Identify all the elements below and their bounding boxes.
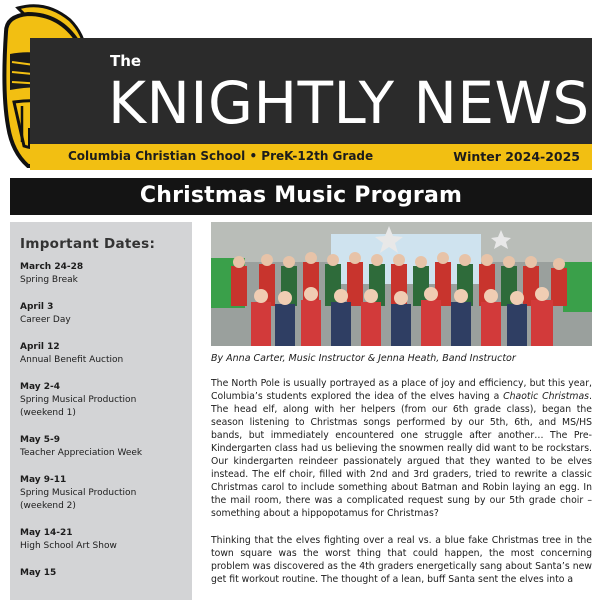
date-entry bbox=[20, 341, 192, 367]
event-label-line2: (weekend 2) bbox=[20, 501, 76, 511]
article-paragraph bbox=[211, 377, 592, 521]
date-entry bbox=[20, 474, 192, 513]
paragraph-text: The North Pole is usually portrayed as a place of joy and efficiency, but this year, Columbia’s students explored the idea of the elves having a bbox=[211, 378, 592, 403]
date-label: May 9-11 bbox=[20, 475, 67, 485]
event-label: Teacher Appreciation Week bbox=[20, 448, 143, 458]
event-label-line2: (weekend 1) bbox=[20, 408, 76, 418]
sidebar-heading: Important Dates: bbox=[20, 236, 156, 252]
emphasis-text: Chaotic Christmas bbox=[503, 391, 590, 403]
choir-photo bbox=[211, 222, 592, 346]
date-label: March 24-28 bbox=[20, 262, 84, 272]
event-label: Spring Musical Production bbox=[20, 395, 137, 405]
date-label: May 5-9 bbox=[20, 435, 61, 445]
newsletter-title: KNIGHTLY NEWS bbox=[108, 69, 590, 137]
date-entry bbox=[20, 301, 192, 327]
event-label: High School Art Show bbox=[20, 541, 117, 551]
event-label: Career Day bbox=[20, 315, 71, 325]
masthead-the: The bbox=[110, 52, 142, 70]
event-label: Annual Benefit Auction bbox=[20, 355, 124, 365]
date-entry bbox=[20, 261, 192, 287]
date-entry bbox=[20, 434, 192, 460]
school-name: Columbia Christian School • PreK-12th Grade bbox=[68, 149, 374, 163]
date-label: May 15 bbox=[20, 568, 57, 578]
paragraph-text: . The head elf, along with her helpers (from our 6th grade class), began the season listening to Christmas songs performed by our 5th, 6th, and MS/HS bands, but immediately encountered one struggle after another… The Pre-Kindergarten class had us believing the snowmen really did want to be rockstars. Our kindergarten reindeer passionately argued that they wanted to be elves instead. The elf choir, filled with 2nd and 3rd graders, tried to rewrite a classic Christmas carol to include something about Batman and Robin laying an egg. In the mail room, there was a complicated request sung by our 5th grade choir – something about a hippopotamus for Christmas? bbox=[211, 391, 592, 520]
section-title: Christmas Music Program bbox=[139, 183, 463, 208]
article-byline: By Anna Carter, Music Instructor & Jenna Heath, Band Instructor bbox=[211, 353, 516, 364]
article-paragraph: Thinking that the elves fighting over a real vs. a blue fake Christmas tree in the town square was the worst thing that could happen, the most concerning problem was discovered as the 4th graders energetically sang about Santa’s new get fit workout routine. The thought of a lean, buff Santa sent the elves into a bbox=[211, 534, 592, 585]
issue-label: Winter 2024-2025 bbox=[453, 149, 580, 164]
date-label: April 12 bbox=[20, 342, 60, 352]
event-label: Spring Musical Production bbox=[20, 488, 137, 498]
masthead-info-bar bbox=[30, 144, 592, 170]
article-body bbox=[211, 377, 592, 599]
section-heading-bar bbox=[10, 178, 592, 215]
important-dates-sidebar bbox=[10, 222, 192, 600]
date-entry bbox=[20, 527, 192, 553]
date-label: May 2-4 bbox=[20, 382, 61, 392]
date-entry bbox=[20, 567, 192, 580]
date-entry bbox=[20, 381, 192, 420]
date-label: May 14-21 bbox=[20, 528, 73, 538]
date-label: April 3 bbox=[20, 302, 54, 312]
masthead bbox=[30, 38, 592, 144]
event-label: Spring Break bbox=[20, 275, 78, 285]
